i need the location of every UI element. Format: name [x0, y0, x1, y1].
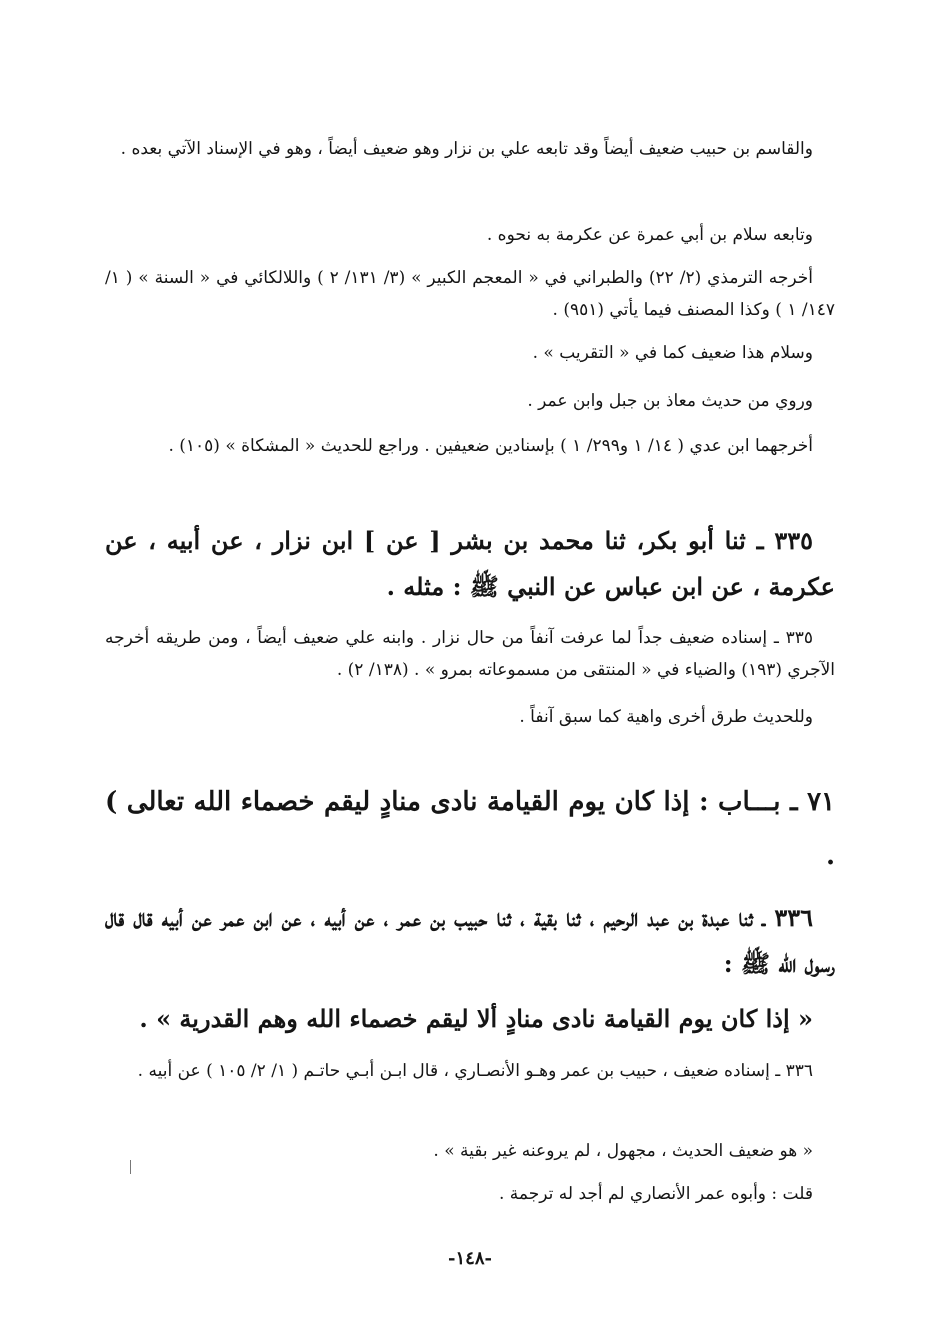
page-number: -١٤٨-	[448, 1248, 492, 1269]
commentary-paragraph: وللحديث طرق أخرى واهية كما سبق آنفاً .	[519, 707, 813, 727]
commentary-paragraph: والقاسم بن حبيب ضعيف أيضاً وقد تابعه علي بن نزار وهو ضعيف أيضاً ، وهو في الإسناد الآتي بعده .	[120, 139, 813, 159]
hadith-335-text: ٣٣٥ ـ ثنا أبو بكر، ثنا محمد بن بشر [ عن ] ابن نزار ، عن أبيه ، عن عكرمة ، عن ابن عباس عن النبي ﷺ : مثله .	[105, 526, 835, 601]
chapter-71-heading: ٧١ ـ بـــاب : إذا كان يوم القيامة نادى منادٍ ليقم خصماء الله تعالى ) .	[105, 787, 835, 871]
commentary-paragraph: أخرجهما ابن عدي ( ١٤/ ١ و٢٩٩/ ١ ) بإسنادين ضعيفين . وراجع للحديث « المشكاة » (١٠٥) .	[168, 436, 813, 456]
commentary-paragraph: وروي من حديث معاذ بن جبل وابن عمر .	[527, 391, 813, 411]
commentary-paragraph: وسلام هذا ضعيف كما في « التقريب » .	[532, 343, 813, 363]
author-note: قلت : وأبوه عمر الأنصاري لم أجد له ترجمة .	[498, 1184, 813, 1204]
hadith-336-commentary: ٣٣٦ ـ إسناده ضعيف ، حبيب بن عمر وهـو الأنصـاري ، قال ابـن أبـي حاتـم ( ١/ ٢/ ١٠٥ ) عن أبيه .	[137, 1061, 813, 1081]
quoted-assessment: « هو ضعيف الحديث ، مجهول ، لم يروعنه غير بقية » .	[433, 1141, 813, 1161]
hadith-336-quote: « إذا كان يوم القيامة نادى منادٍ ألا ليقم خصماء الله وهم القدرية » .	[139, 1004, 813, 1033]
commentary-paragraph: وتابعه سلام بن أبي عمرة عن عكرمة به نحوه .	[486, 225, 813, 245]
commentary-paragraph: أخرجه الترمذي (٢/ ٢٢) والطبراني في « المعجم الكبير » (٣/ ١٣١/ ٢ ) واللالكائي في « السنة » ( ١/ ١٤٧/ ١ ) وكذا المصنف فيما يأتي (٩٥١) .	[105, 268, 835, 320]
hadith-335-commentary: ٣٣٥ ـ إسناده ضعيف جداً لما عرفت آنفاً من حال نزار . وابنه علي ضعيف أيضاً ، ومن طريقه أخرجه الآجري (١٩٣) والضياء في « المنتقى من مسموعاته بمرو » . (١٣٨/ ٢) .	[105, 628, 835, 680]
hadith-336-text: ٣٣٦ ـ ثنا عبدة بن عبد الرحيم ، ثنا بقية ، ثنا حبيب بن عمر ، عن أبيه ، عن ابن عمر عن أبيه قال قال رسول الله ﷺ :	[105, 903, 835, 978]
